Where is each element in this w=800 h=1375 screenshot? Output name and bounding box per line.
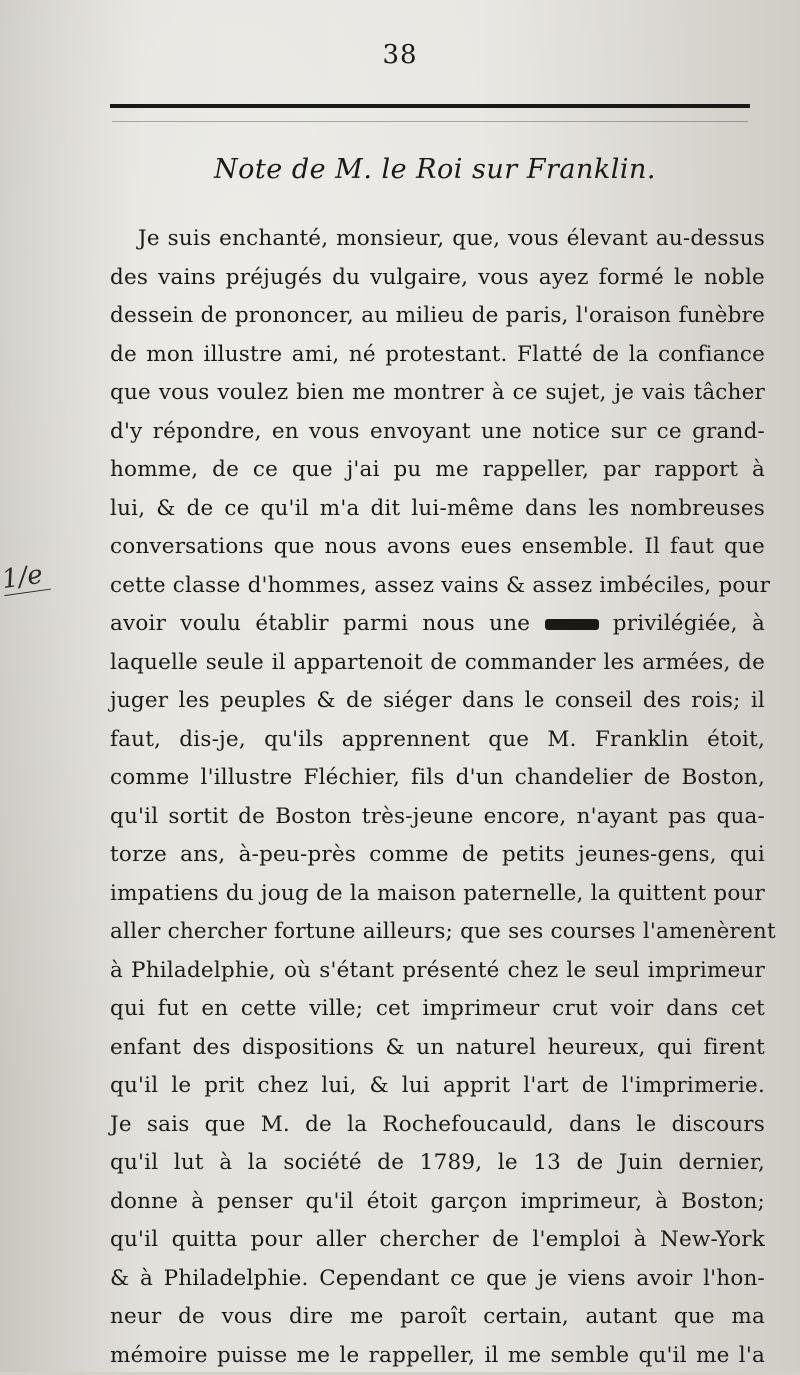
text-line: qu'il sortit de Boston très-jeune encore, n'ayant pas qua-	[110, 798, 765, 837]
note-title: Note de M. le Roi sur Franklin.	[110, 154, 760, 185]
text-line: comme l'illustre Fléchier, fils d'un chandelier de Boston,	[110, 759, 765, 798]
text-line: des vains préjugés du vulgaire, vous ayez formé le noble	[110, 259, 765, 298]
text-line: conversations que nous avons eues ensemble. Il faut que	[110, 528, 765, 567]
text-fragment: avoir voulu établir parmi nous une	[110, 611, 530, 636]
text-line: de mon illustre ami, né protestant. Flatté de la confiance	[110, 336, 765, 375]
text-line: qu'il le prit chez lui, & lui apprit l'art de l'imprimerie.	[110, 1067, 765, 1106]
text-line: aller chercher fortune ailleurs; que ses courses l'amenèrent	[110, 913, 765, 952]
text-line: neur de vous dire me paroît certain, autant que ma	[110, 1298, 765, 1337]
text-line: & à Philadelphie. Cependant ce que je viens avoir l'hon-	[110, 1260, 765, 1299]
text-line: donne à penser qu'il étoit garçon imprimeur, à Boston;	[110, 1183, 765, 1222]
handwritten-margin-note: 1/e	[0, 559, 51, 596]
text-line: enfant des dispositions & un naturel heureux, qui firent	[110, 1029, 765, 1068]
text-line-with-strikeout	[110, 605, 765, 644]
text-line: juger les peuples & de siéger dans le conseil des rois; il	[110, 682, 765, 721]
text-line: qu'il quitta pour aller chercher de l'emploi à New-York	[110, 1221, 765, 1260]
text-line: laquelle seule il appartenoit de commander les armées, de	[110, 644, 765, 683]
text-line: d'y répondre, en vous envoyant une notice sur ce grand-	[110, 413, 765, 452]
text-line: torze ans, à-peu-près comme de petits jeunes-gens, qui	[110, 836, 765, 875]
body-text	[110, 220, 765, 1375]
page-number: 38	[0, 40, 800, 70]
text-line: Je suis enchanté, monsieur, que, vous élevant au-dessus	[110, 220, 765, 259]
text-line: que vous voulez bien me montrer à ce sujet, je vais tâcher	[110, 374, 765, 413]
text-line: faut, dis-je, qu'ils apprennent que M. Franklin étoit,	[110, 721, 765, 760]
text-line: dessein de prononcer, au milieu de paris, l'oraison funèbre	[110, 297, 765, 336]
text-line: qu'il lut à la société de 1789, le 13 de Juin dernier,	[110, 1144, 765, 1183]
text-line: qui fut en cette ville; cet imprimeur crut voir dans cet	[110, 990, 765, 1029]
header-rule-shadow	[112, 121, 748, 122]
struck-out-word	[545, 619, 599, 630]
text-line: Je sais que M. de la Rochefoucauld, dans le discours	[110, 1106, 765, 1145]
text-line: cette classe d'hommes, assez vains & assez imbéciles, pour	[110, 567, 765, 606]
text-line: homme, de ce que j'ai pu me rappeller, par rapport à	[110, 451, 765, 490]
text-line: impatiens du joug de la maison paternelle, la quittent pour	[110, 875, 765, 914]
text-line: mémoire puisse me le rappeller, il me semble qu'il me l'a	[110, 1337, 765, 1375]
text-fragment: privilégiée, à	[613, 611, 765, 636]
text-line: lui, & de ce qu'il m'a dit lui-même dans les nombreuses	[110, 490, 765, 529]
header-rule	[110, 104, 750, 108]
text-line: à Philadelphie, où s'étant présenté chez le seul imprimeur	[110, 952, 765, 991]
